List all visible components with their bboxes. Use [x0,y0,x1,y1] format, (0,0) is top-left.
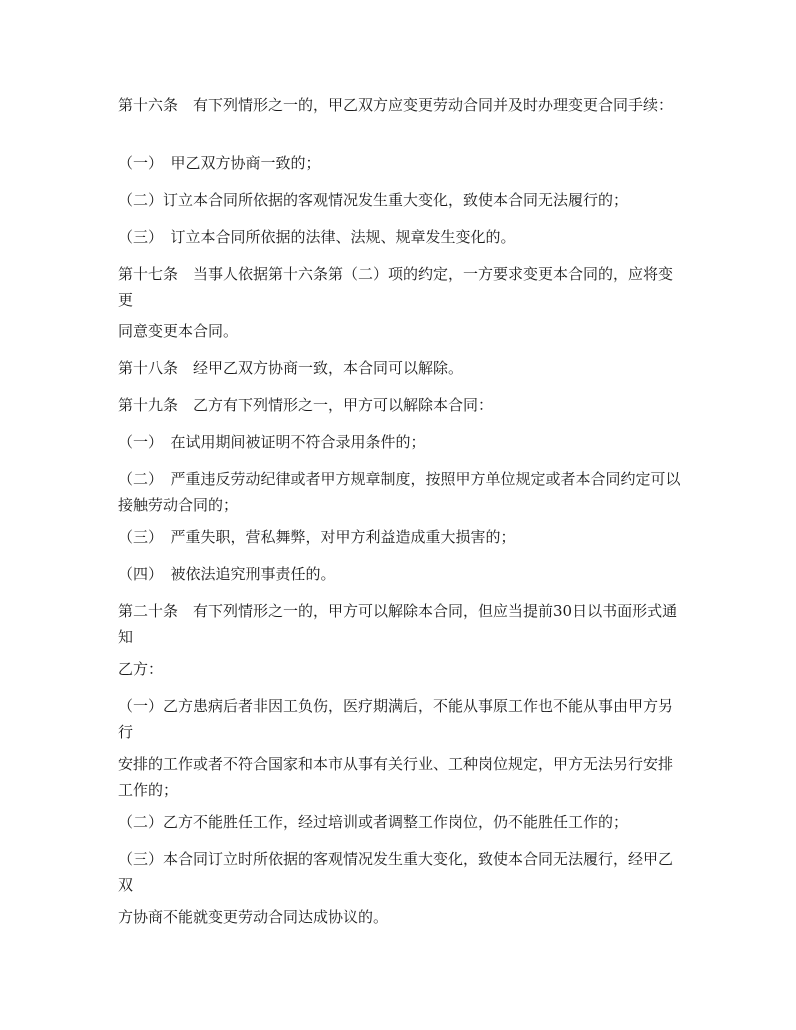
clause-19-item-3: （三） 严重失职，营私舞弊，对甲方利益造成重大损害的； [118,528,516,546]
clause-20-item-2: （二）乙方不能胜任工作，经过培训或者调整工作岗位，仍不能胜任工作的； [118,813,629,831]
clause-19-item-2: （二） 严重违反劳动纪律或者甲方规章制度，按照甲方单位规定或者本合同约定可以接触劳动合同的； [118,470,681,514]
clause-20-item-1: （一）乙方患病后者非因工负伤，医疗期满后，不能从事原工作也不能从事由甲方另行 [118,697,674,741]
clause-19-item-4: （四） 被依法追究刑事责任的。 [118,565,336,583]
clause-19: 第十九条 乙方有下列情形之一，甲方可以解除本合同： [118,396,494,414]
clause-20-item-3: （三）本合同订立时所依据的客观情况发生重大变化，致使本合同无法履行，经甲乙双 [118,850,674,894]
clause-16: 第十六条 有下列情形之一的，甲乙双方应变更劳动合同并及时办理变更合同手续： [118,96,674,114]
clause-18: 第十八条 经甲乙双方协商一致，本合同可以解除。 [118,359,464,377]
clause-17-continued: 同意变更本合同。 [118,322,239,340]
clause-20-item-1-continued: 安排的工作或者不符合国家和本市从事有关行业、工种岗位规定，甲方无法另行安排工作的； [118,755,674,799]
clause-16-item-1: （一） 甲乙双方协商一致的； [118,154,321,172]
clause-20: 第二十条 有下列情形之一的，甲方可以解除本合同，但应当提前30日以书面形式通知 [118,602,678,646]
clause-19-item-1: （一） 在试用期间被证明不符合录用条件的； [118,433,426,451]
clause-17: 第十七条 当事人依据第十六条第（二）项的约定，一方要求变更本合同的，应将变更 [118,265,674,309]
clause-16-item-3: （三） 订立本合同所依据的法律、法规、规章发生变化的。 [118,228,516,246]
clause-16-item-2: （二）订立本合同所依据的客观情况发生重大变化，致使本合同无法履行的； [118,191,629,209]
clause-20-item-3-continued: 方协商不能就变更劳动合同达成协议的。 [118,908,389,926]
clause-20-continued: 乙方： [118,660,164,678]
